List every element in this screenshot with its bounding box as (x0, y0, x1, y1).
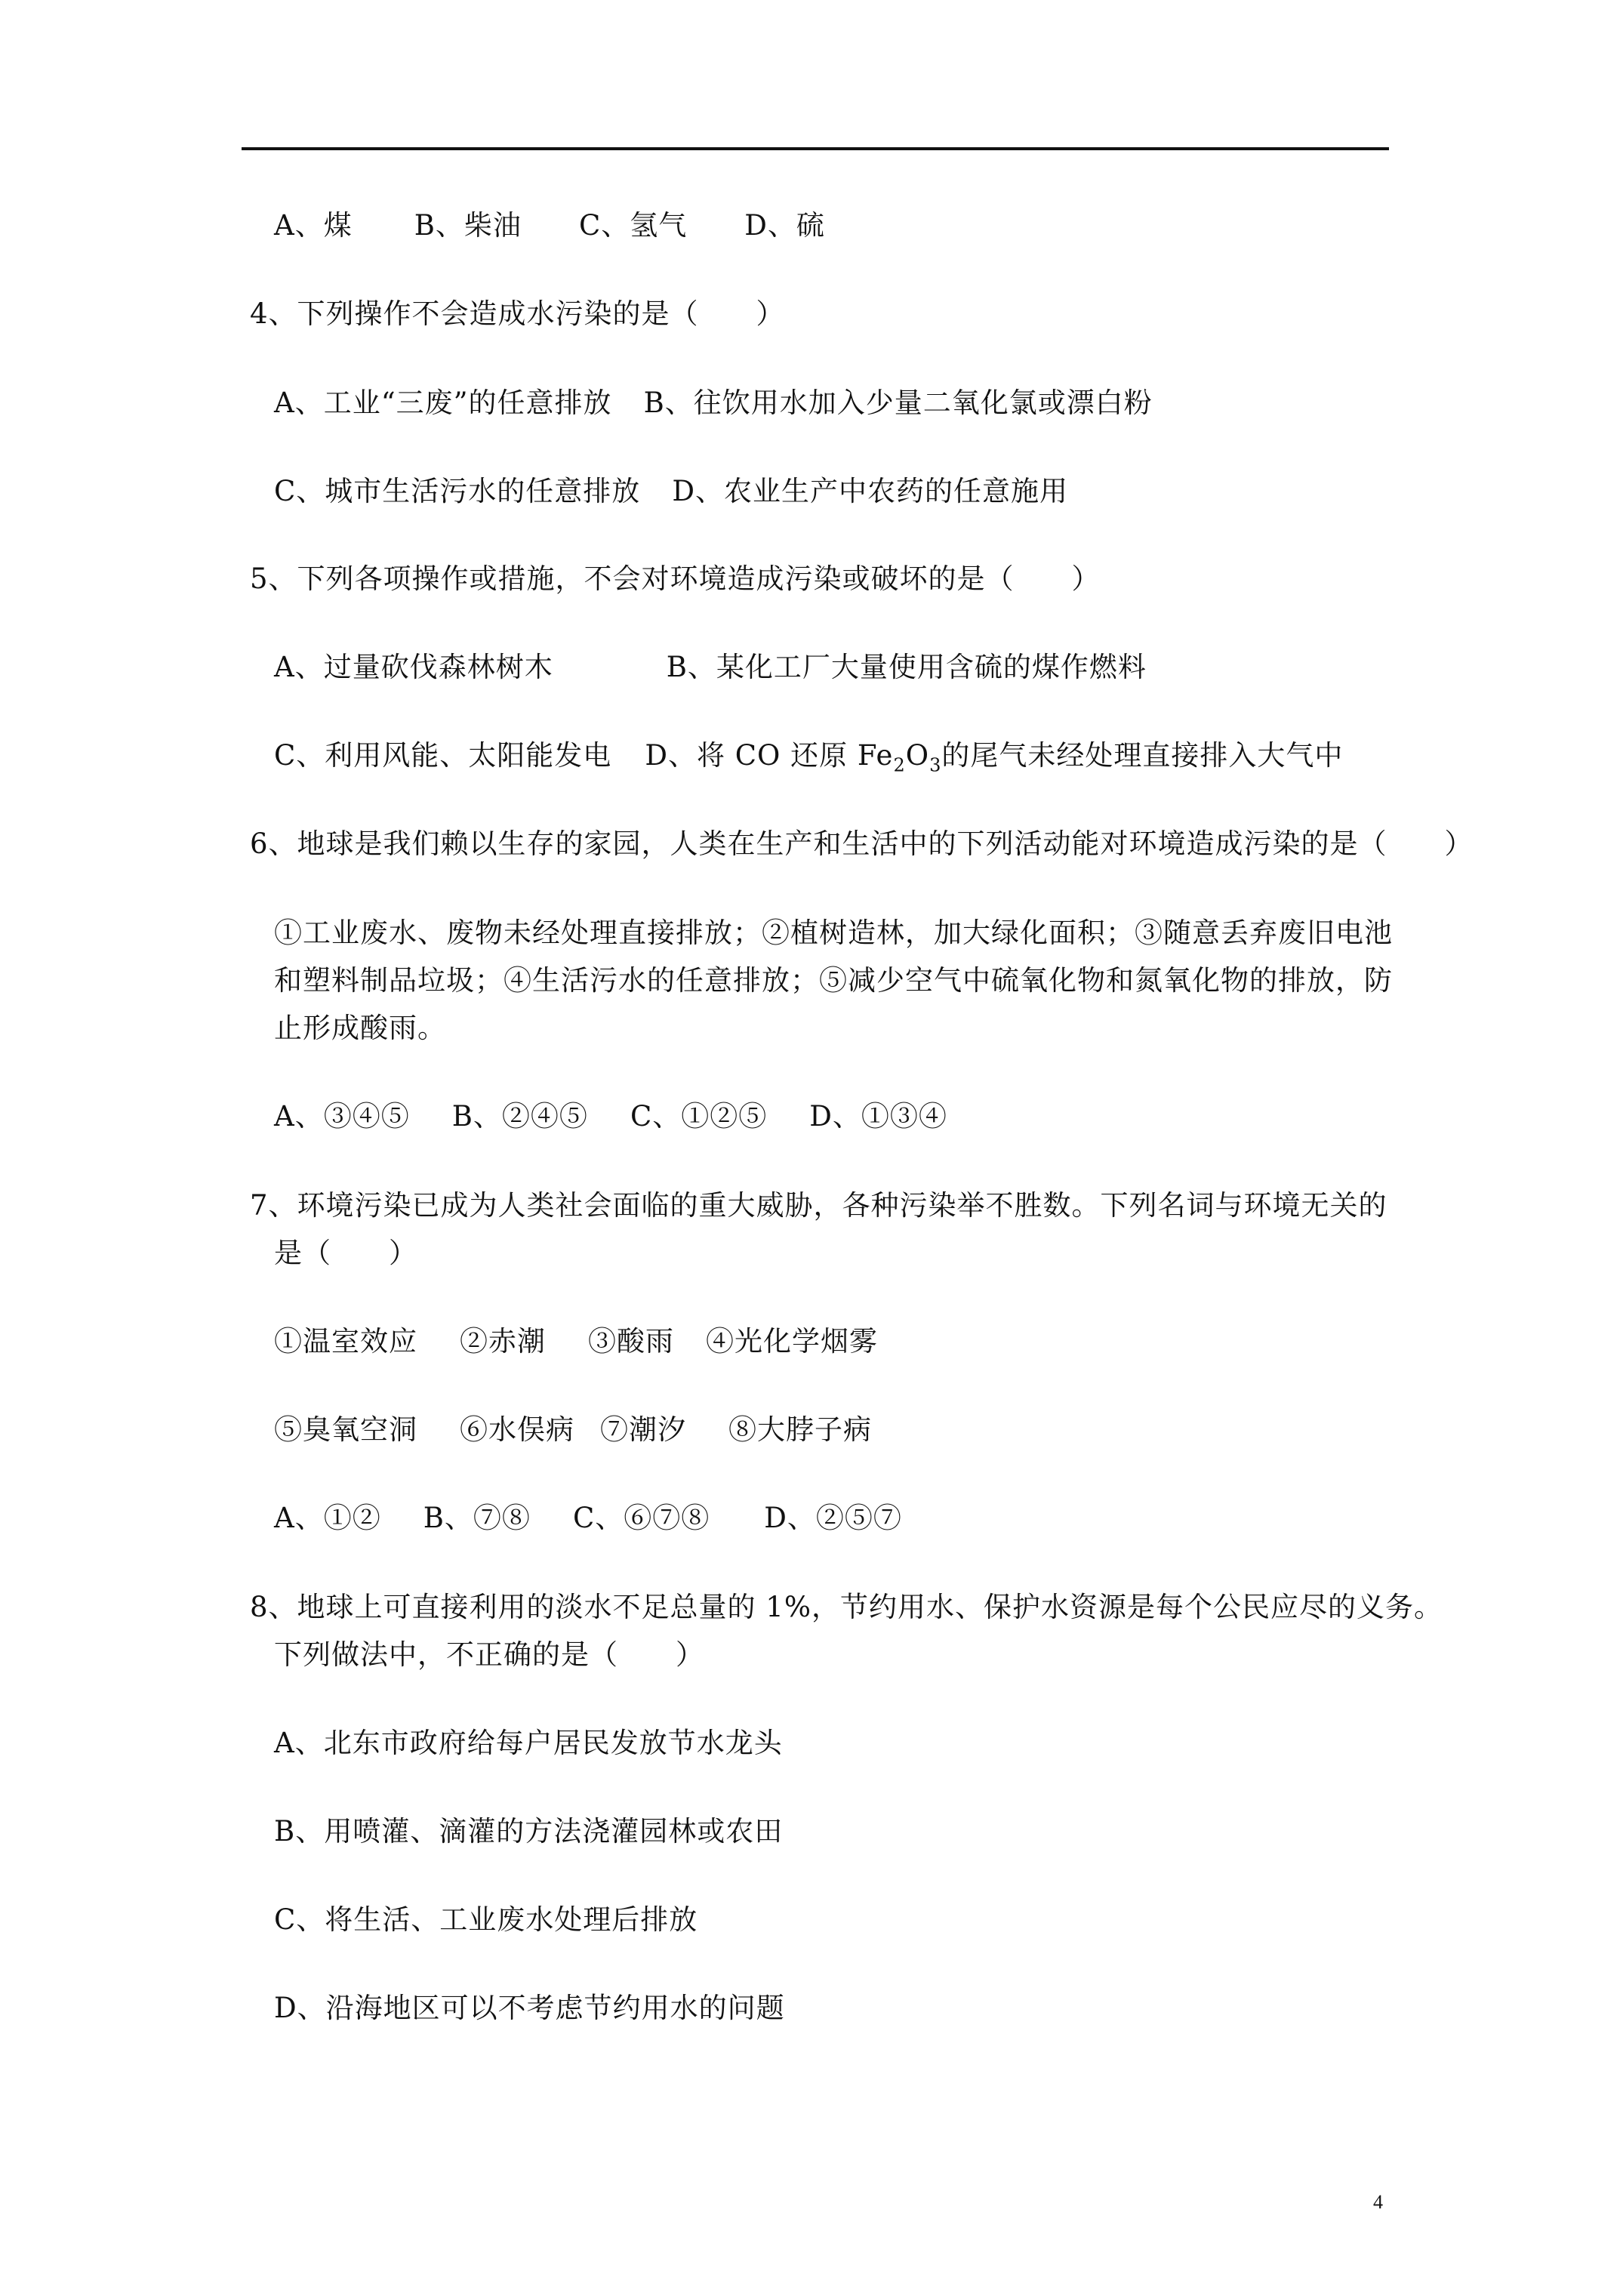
q3-option-b: B、柴油 (414, 209, 522, 242)
q3-options (274, 208, 825, 244)
q5-option-d: D、将 CO 还原 $Fe_2O_3$的尾气未经处理直接排入大气中 (645, 739, 1344, 776)
q6-body-line1: ①工业废水、废物未经处理直接排放；②植树造林，加大绿化面积；③随意丢弃废旧电池 (274, 917, 1393, 949)
q4-option-d: D、农业生产中农药的任意施用 (672, 475, 1068, 507)
q7-stem-line1: 7、环境污染已成为人类社会面临的重大威胁，各种污染举不胜数。下列名词与环境无关的 (250, 1189, 1387, 1222)
q3-option-d: D、硫 (744, 209, 825, 242)
q4-option-a: A、工业“三废”的任意排放 (274, 387, 612, 419)
q8-option-a: A、北东市政府给每户居民发放节水龙头 (274, 1727, 783, 1759)
q7-terms-row1 (274, 1324, 878, 1360)
q4-option-b: B、往饮用水加入少量二氧化氯或漂白粉 (643, 387, 1153, 419)
q7-term-4: ④光化学烟雾 (706, 1325, 878, 1358)
q4-options-row1 (274, 385, 1153, 421)
q7-option-a: A、①② (274, 1502, 381, 1534)
q6-stem: 6、地球是我们赖以生存的家园，人类在生产和生活中的下列活动能对环境造成污染的是（ ） (250, 827, 1474, 860)
q4-stem: 4、下列操作不会造成水污染的是（ ） (250, 297, 785, 330)
q6-option-c: C、①②⑤ (630, 1100, 768, 1133)
q6-body-line3: 止形成酸雨。 (274, 1012, 446, 1044)
q7-term-3: ③酸雨 (588, 1325, 674, 1358)
q7-term-8: ⑧大脖子病 (728, 1413, 872, 1446)
q7-terms-row2 (274, 1412, 872, 1448)
q5-option-c: C、利用风能、太阳能发电 (274, 739, 612, 772)
q3-option-a: A、煤 (274, 209, 353, 242)
q5-options-row1 (274, 649, 1147, 686)
q4-option-c: C、城市生活污水的任意排放 (274, 475, 641, 507)
q3-option-c: C、氢气 (578, 209, 688, 242)
q7-term-6: ⑥水俣病 (460, 1413, 574, 1446)
q7-term-5: ⑤臭氧空洞 (274, 1413, 417, 1446)
q8-stem-line1: 8、地球上可直接利用的淡水不足总量的 1%，节约用水、保护水资源是每个公民应尽的义务。 (250, 1591, 1443, 1623)
q7-option-c: C、⑥⑦⑧ (572, 1502, 710, 1534)
q6-option-b: B、②④⑤ (451, 1100, 588, 1133)
q8-option-c: C、将生活、工业废水处理后排放 (274, 1903, 698, 1936)
q6-body-line2: 和塑料制品垃圾；④生活污水的任意排放；⑤减少空气中硫氧化物和氮氧化物的排放，防 (274, 964, 1393, 997)
q7-term-7: ⑦潮汐 (600, 1413, 686, 1446)
q8-stem-line2: 下列做法中，不正确的是（ ） (274, 1638, 704, 1671)
q7-term-1: ①温室效应 (274, 1325, 417, 1358)
q7-option-d: D、②⑤⑦ (764, 1502, 902, 1534)
q6-option-d: D、①③④ (809, 1100, 947, 1133)
page-number: 4 (1373, 2191, 1383, 2213)
q7-options (274, 1500, 902, 1536)
q4-options-row2 (274, 473, 1068, 510)
q5-stem: 5、下列各项操作或措施，不会对环境造成污染或破坏的是（ ） (250, 562, 1101, 595)
q8-option-b: B、用喷灌、滴灌的方法浇灌园林或农田 (274, 1815, 784, 1848)
q7-stem-line2: 是（ ） (274, 1237, 417, 1269)
q8-option-d: D、沿海地区可以不考虑节约用水的问题 (274, 1992, 785, 2024)
q5-option-b: B、某化工厂大量使用含硫的煤作燃料 (666, 651, 1147, 683)
q6-option-a: A、③④⑤ (274, 1100, 410, 1133)
q7-option-b: B、⑦⑧ (423, 1502, 531, 1534)
q6-options (274, 1099, 947, 1135)
q7-term-2: ②赤潮 (460, 1325, 546, 1358)
q5-options-row2 (274, 738, 1343, 783)
q5-option-a: A、过量砍伐森林树木 (274, 651, 553, 683)
header-rule (242, 147, 1389, 150)
